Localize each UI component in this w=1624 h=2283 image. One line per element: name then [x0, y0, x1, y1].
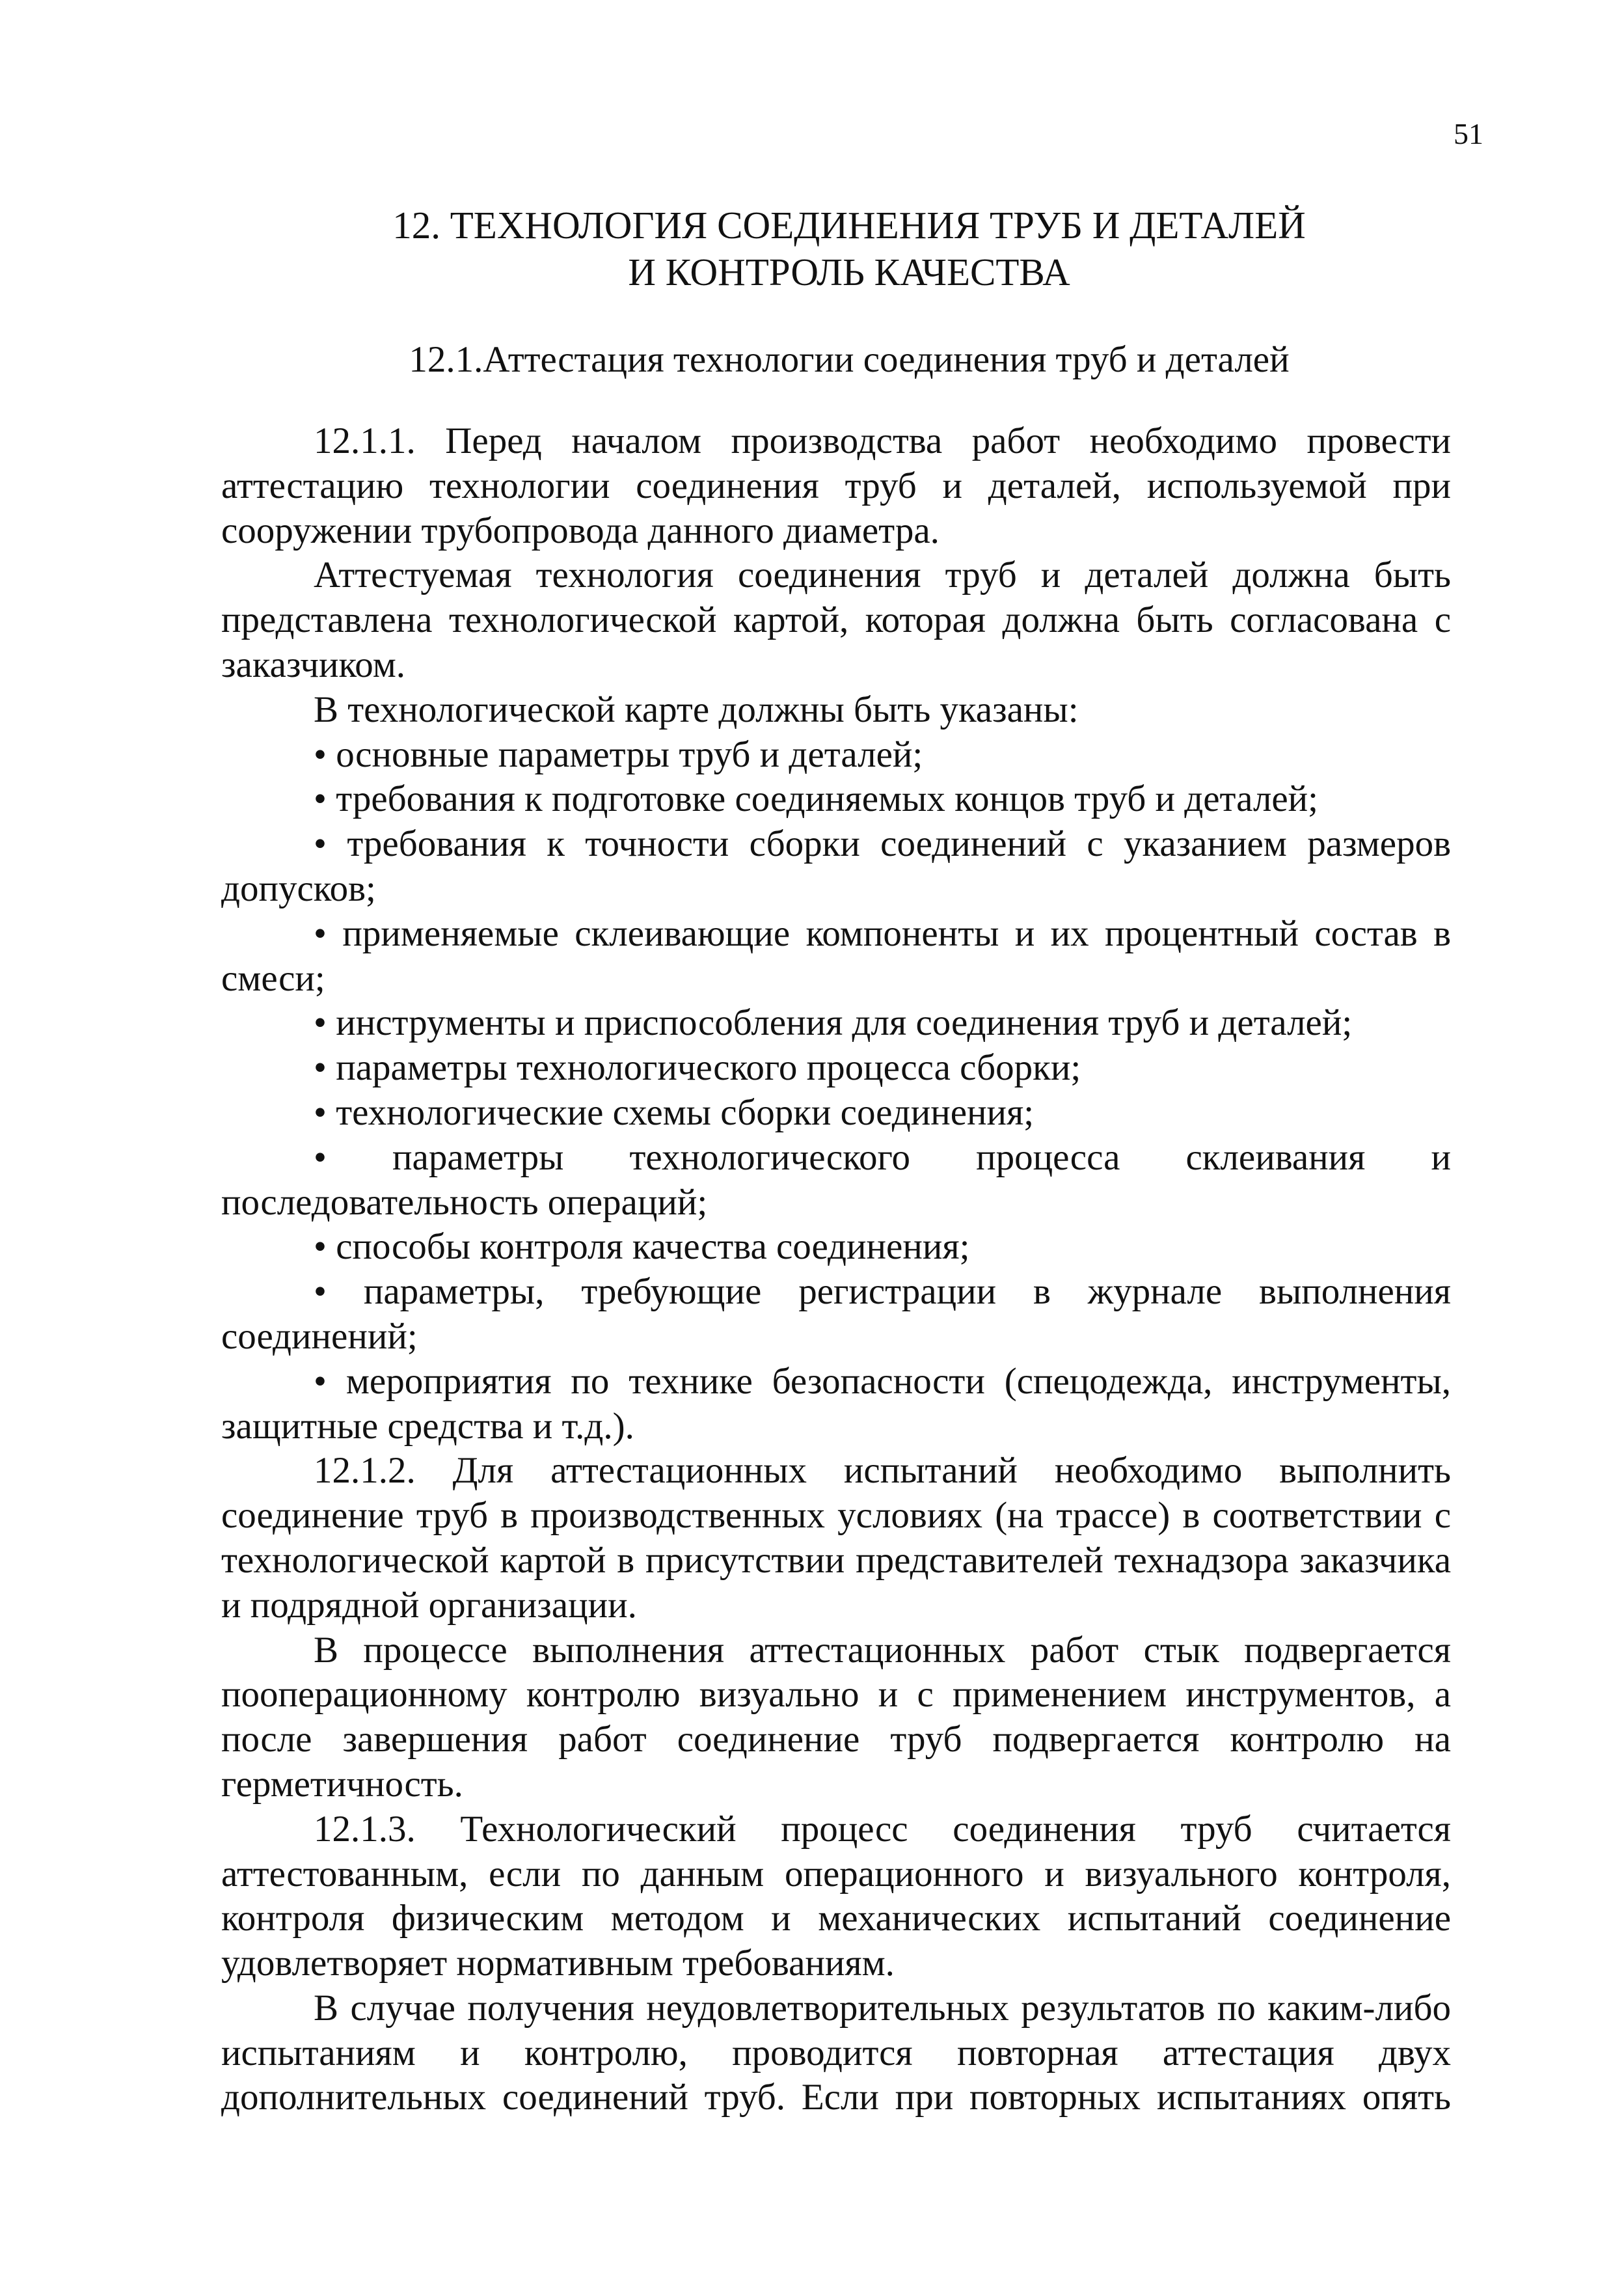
paragraph-process: В процессе выполнения аттестационных работ стык подвергается пооперационному контролю визуально и с применением инструментов, а после завершения работ соединение труб подвергается контролю на герметичность.: [221, 1629, 1451, 1805]
paragraph-list-intro: В технологической карте должны быть указаны:: [314, 689, 1079, 730]
chapter-title-line-2: И КОНТРОЛЬ КАЧЕСТВА: [628, 251, 1070, 294]
page-number: 51: [1454, 117, 1483, 150]
chapter-title-line-1: 12. ТЕХНОЛОГИЯ СОЕДИНЕНИЯ ТРУБ И ДЕТАЛЕЙ: [392, 204, 1306, 247]
paragraph-12-1-2: 12.1.2. Для аттестационных испытаний необходимо выполнить соединение труб в производственных условиях (на трассе) в соответствии с технологической картой в присутствии представителей технадзора заказчика и подрядной организации.: [221, 1450, 1451, 1626]
list-item: • технологические схемы сборки соединения;: [221, 1091, 1451, 1136]
paragraph-tech-card: Аттестуемая технология соединения труб и деталей должна быть представлена технологической картой, которая должна быть согласована с заказчиком.: [221, 554, 1451, 685]
list-item: • применяемые склеивающие компоненты и их процентный состав в смеси;: [221, 912, 1451, 1002]
list-item: • требования к подготовке соединяемых концов труб и деталей;: [221, 777, 1451, 822]
paragraph-12-1-1: 12.1.1. Перед началом производства работ необходимо провести аттестацию технологии соединения труб и деталей, используемой при сооружении трубопровода данного диаметра.: [221, 420, 1451, 551]
list-item: • инструменты и приспособления для соединения труб и деталей;: [221, 1001, 1451, 1046]
paragraph-12-1-3: 12.1.3. Технологический процесс соединения труб считается аттестованным, если по данным операционного и визуального контроля, контроля физическим методом и механических испытаний соединение удовлетворяет нормативным требованиям.: [221, 1808, 1451, 1984]
list-item: • мероприятия по технике безопасности (спецодежда, инструменты, защитные средства и т.д.).: [221, 1360, 1451, 1449]
list-item: • параметры технологического процесса склеивания и последовательность операций;: [221, 1136, 1451, 1225]
list-item: • требования к точности сборки соединений с указанием размеров допусков;: [221, 822, 1451, 912]
body-text: [221, 419, 1451, 2120]
section-title: 12.1.Аттестация технологии соединения труб и деталей: [409, 339, 1290, 380]
list-item: • параметры технологического процесса сборки;: [221, 1046, 1451, 1091]
list-item: • параметры, требующие регистрации в журнале выполнения соединений;: [221, 1270, 1451, 1360]
paragraph-failure: В случае получения неудовлетворительных результатов по каким-либо испытаниям и контролю, проводится повторная аттестация двух дополнительных соединений труб. Если при повторных испытаниях опять: [221, 1987, 1451, 2118]
chapter-title: [221, 202, 1477, 295]
list-item: • способы контроля качества соединения;: [221, 1225, 1451, 1270]
list-item: • основные параметры труб и деталей;: [221, 733, 1451, 778]
